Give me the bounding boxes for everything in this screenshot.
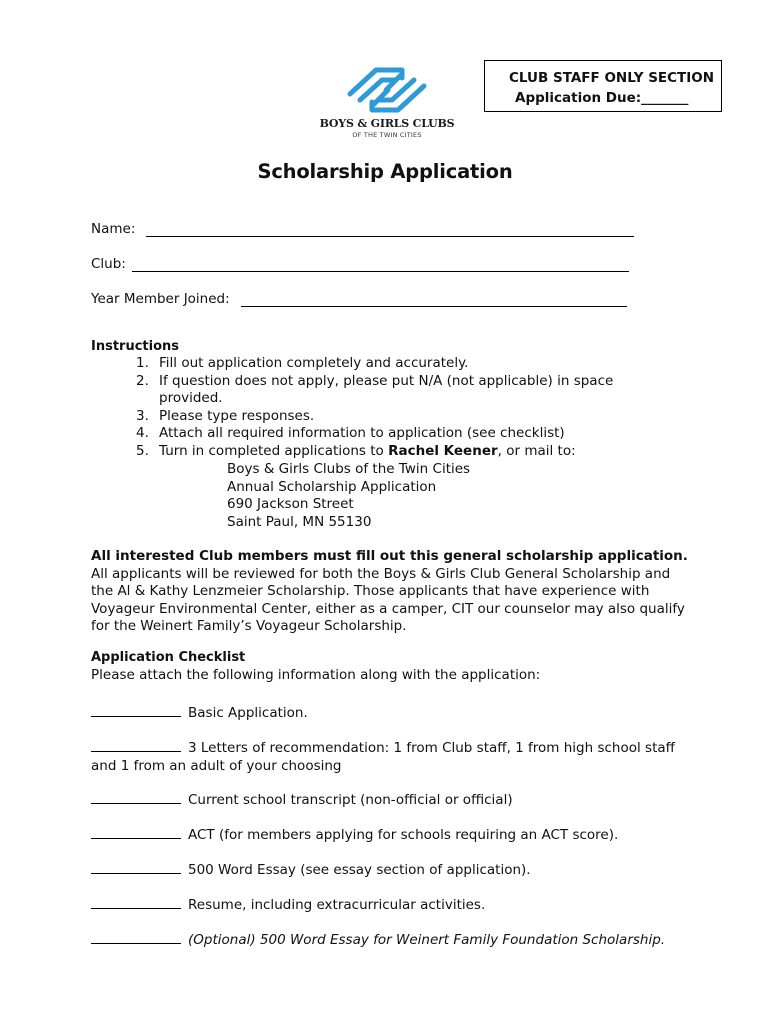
club-field[interactable] <box>132 271 629 272</box>
checklist-item: Current school transcript (non-official or official) <box>91 790 691 809</box>
address-line: 690 Jackson Street <box>227 496 354 512</box>
checklist-blank[interactable] <box>91 895 181 909</box>
checklist-item: 3 Letters of recommendation: 1 from Club staff, 1 from high school staff and 1 from an adult of your choosing <box>91 740 675 774</box>
instruction-item: 1. Fill out application completely and accurately. <box>136 355 469 371</box>
checklist-blank[interactable] <box>91 860 181 874</box>
eligibility-paragraph: All interested Club members must fill out this general scholarship application. All applicants will be reviewed for both the Boys & Girls Club General Scholarship and the Al & Kathy Lenzmeier Scholarship. Those applicants that have experience with Voyageur Environmental Center, either as a camper, CIT our counselor may also qualify for the Weinert Family’s Voyageur Scholarship. <box>91 548 688 634</box>
instruction-item: 4. Attach all required information to application (see checklist) <box>136 425 565 441</box>
address-line: Boys & Girls Clubs of the Twin Cities <box>227 461 471 477</box>
checklist-blank[interactable] <box>91 738 181 752</box>
boys-girls-clubs-logo <box>318 64 456 140</box>
application-due-label[interactable]: Application Due:_______ <box>515 90 689 106</box>
instruction-item: 3. Please type responses. <box>136 407 315 424</box>
checklist-blank[interactable] <box>91 930 181 944</box>
checklist-subheading: Please attach the following information along with the application: <box>91 667 541 683</box>
staff-section-label: CLUB STAFF ONLY SECTION <box>509 70 715 86</box>
page-title: Scholarship Application <box>257 160 513 183</box>
contact-name: Rachel Keener <box>388 442 498 459</box>
club-staff-only-box <box>484 60 722 112</box>
eligibility-bold: All interested Club members must fill out this general scholarship application. <box>91 548 688 564</box>
checklist-blank[interactable] <box>91 703 181 717</box>
checklist-blank[interactable] <box>91 790 181 804</box>
checklist-item: ACT (for members applying for schools requiring an ACT score). <box>91 825 691 844</box>
year-joined-label: Year Member Joined: <box>91 291 230 307</box>
checklist-item: Resume, including extracurricular activities. <box>91 895 691 914</box>
checklist-item: (Optional) 500 Word Essay for Weinert Family Foundation Scholarship. <box>91 930 691 949</box>
checklist-item: Basic Application. <box>91 703 691 722</box>
logo-subtitle: OF THE TWIN CITIES <box>352 131 422 139</box>
name-label: Name: <box>91 221 136 237</box>
instructions-list <box>136 355 636 460</box>
year-joined-field[interactable] <box>241 306 627 307</box>
instruction-item: 5. Turn in completed applications to Rachel Keener, or mail to: <box>136 442 576 459</box>
checklist-item: 500 Word Essay (see essay section of application). <box>91 860 691 879</box>
club-label: Club: <box>91 256 126 272</box>
boys-girls-clubs-hands-icon <box>344 64 430 116</box>
mailing-address <box>227 461 470 531</box>
address-line: Annual Scholarship Application <box>227 478 437 495</box>
instruction-item: 2. If question does not apply, please put N/A (not applicable) in space provided. <box>136 372 614 406</box>
checklist-blank[interactable] <box>91 825 181 839</box>
logo-name: BOYS & GIRLS CLUBS <box>319 117 455 130</box>
name-field[interactable] <box>146 236 634 237</box>
instructions-heading: Instructions <box>91 339 180 354</box>
checklist-heading: Application Checklist <box>91 650 246 665</box>
address-line: Saint Paul, MN 55130 <box>227 513 372 530</box>
